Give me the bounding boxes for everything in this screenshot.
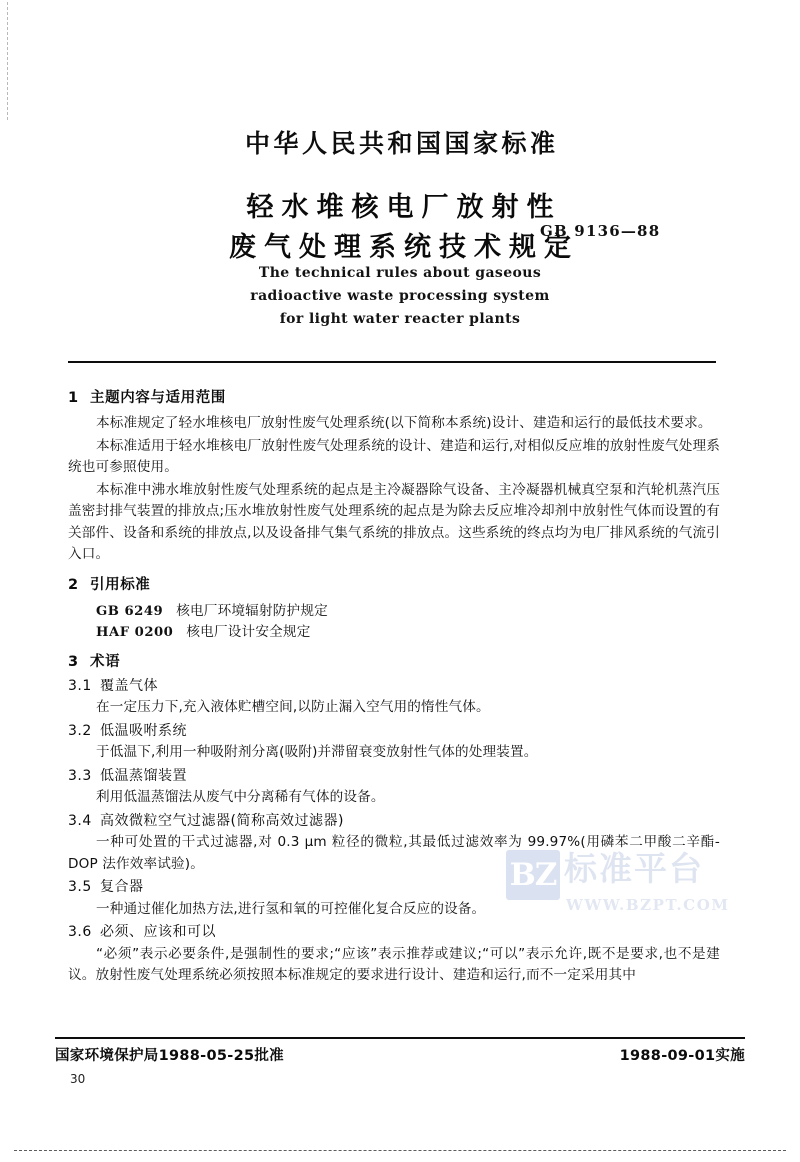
section-heading-3 <box>68 652 720 672</box>
term-heading-3-5 <box>68 878 720 898</box>
approval-statement: 国家环境保护局1988-05-25批准 <box>55 1048 284 1064</box>
implementation-date: 1988-09-01实施 <box>619 1048 745 1064</box>
section-1-paragraph-3: 本标准中沸水堆放射性废气处理系统的起点是主冷凝器除气设备、主冷凝器机械真空泵和汽轮机蒸汽压盖密封排气装置的排放点;压水堆放射性废气处理系统的起点是为除去反应堆冷却剂中放射性气体而设置的有关部件、设备和系统的排放点,以及设备排气集气系统的排放点。这些系统的终点均为电厂排风系统的气流引入口。 <box>68 481 720 562</box>
term-definition-3-5: 一种通过催化加热方法,进行氢和氧的可控催化复合反应的设备。 <box>96 900 486 917</box>
section-heading-2 <box>68 575 720 595</box>
term-number-3-1: 3.1 <box>68 677 92 694</box>
standard-number: GB 9136—88 <box>540 222 661 240</box>
section-heading-1 <box>68 388 720 408</box>
term-definition-3-1: 在一定压力下,充入液体贮槽空间,以防止漏入空气用的惰性气体。 <box>96 699 490 715</box>
section-1-paragraph-2: 本标准适用于轻水堆核电厂放射性废气处理系统的设计、建造和运行,对相似反应堆的放射性废气处理系统也可参照使用。 <box>68 437 720 475</box>
referenced-standard-title: 核电厂环境辐射防护规定 <box>176 602 328 619</box>
title-line-2: 废气处理系统技术规定 <box>229 232 579 263</box>
english-subtitle <box>0 262 800 331</box>
issuing-authority-line: 中华人民共和国国家标准 <box>244 129 559 158</box>
footer-divider-rule <box>55 1037 745 1039</box>
referenced-standard-code: HAF 0200 <box>96 624 174 640</box>
document-body <box>68 379 720 987</box>
term-name-3-6: 必须、应该和可以 <box>100 924 216 940</box>
term-heading-3-4 <box>68 812 720 832</box>
referenced-standard-item <box>68 601 720 622</box>
term-name-3-2: 低温吸咐系统 <box>100 722 187 739</box>
section-number-2: 2 <box>68 576 79 593</box>
referenced-standard-title: 核电厂设计安全规定 <box>186 623 311 640</box>
section-title-2: 引用标准 <box>90 576 151 593</box>
header-divider-rule <box>68 361 716 363</box>
term-number-3-5: 3.5 <box>68 879 92 895</box>
watermark-site-url: WWW.BZPT.COM <box>566 896 730 914</box>
page-number: 30 <box>70 1072 86 1086</box>
document-title <box>0 188 800 268</box>
term-definition-3-2: 于低温下,利用一种吸附剂分离(吸附)并滞留衰变放射性气体的处理装置。 <box>96 744 538 760</box>
section-title-1: 主题内容与适用范围 <box>90 390 226 406</box>
term-definition-3-3: 利用低温蒸馏法从废气中分离稀有气体的设备。 <box>96 789 385 805</box>
term-name-3-4: 高效微粒空气过滤器(简称高效过滤器) <box>100 812 344 829</box>
section-number-1: 1 <box>68 390 79 406</box>
term-heading-3-6 <box>68 923 720 943</box>
section-number-3: 3 <box>68 653 79 670</box>
title-line-1: 轻水堆核电厂放射性 <box>246 192 562 223</box>
term-heading-3-3 <box>68 767 720 787</box>
term-heading-3-1 <box>68 677 720 697</box>
term-number-3-2: 3.2 <box>68 722 92 739</box>
term-name-3-5: 复合器 <box>100 879 144 895</box>
section-title-3: 术语 <box>90 653 121 670</box>
watermark-site-name: 标准平台 <box>564 849 704 888</box>
watermark-logo-icon: BZ <box>506 850 560 900</box>
referenced-standard-code: GB 6249 <box>96 603 164 619</box>
referenced-standards-list <box>68 601 720 643</box>
english-subtitle-line-3: for light water reacter plants <box>279 311 521 327</box>
term-definition-3-6: “必须”表示必要条件,是强制性的要求;“应该”表示推荐或建议;“可以”表示允许,既不是要求,也不是建议。放射性废气处理系统必须按照本标准规定的要求进行设计、建造和运行,而不一定采用其中 <box>68 945 720 983</box>
term-number-3-4: 3.4 <box>68 812 92 829</box>
term-name-3-3: 低温蒸馏装置 <box>100 767 187 784</box>
term-number-3-6: 3.6 <box>68 924 92 940</box>
term-number-3-3: 3.3 <box>68 767 92 784</box>
term-heading-3-2 <box>68 722 720 742</box>
referenced-standard-item <box>68 622 720 643</box>
masthead <box>0 124 800 160</box>
english-subtitle-line-2: radioactive waste processing system <box>250 288 550 304</box>
english-subtitle-line-1: The technical rules about gaseous <box>258 265 542 281</box>
section-1-paragraph-1: 本标准规定了轻水堆核电厂放射性废气处理系统(以下简称本系统)设计、建造和运行的最低技术要求。 <box>96 415 712 431</box>
term-definition-3-4: 一种可处置的干式过滤器,对 0.3 μm 粒径的微粒,其最低过滤效率为 99.97%(用磷苯二甲酸二辛酯-DOP 法作效率试验)。 <box>68 834 720 872</box>
term-name-3-1: 覆盖气体 <box>100 677 158 694</box>
